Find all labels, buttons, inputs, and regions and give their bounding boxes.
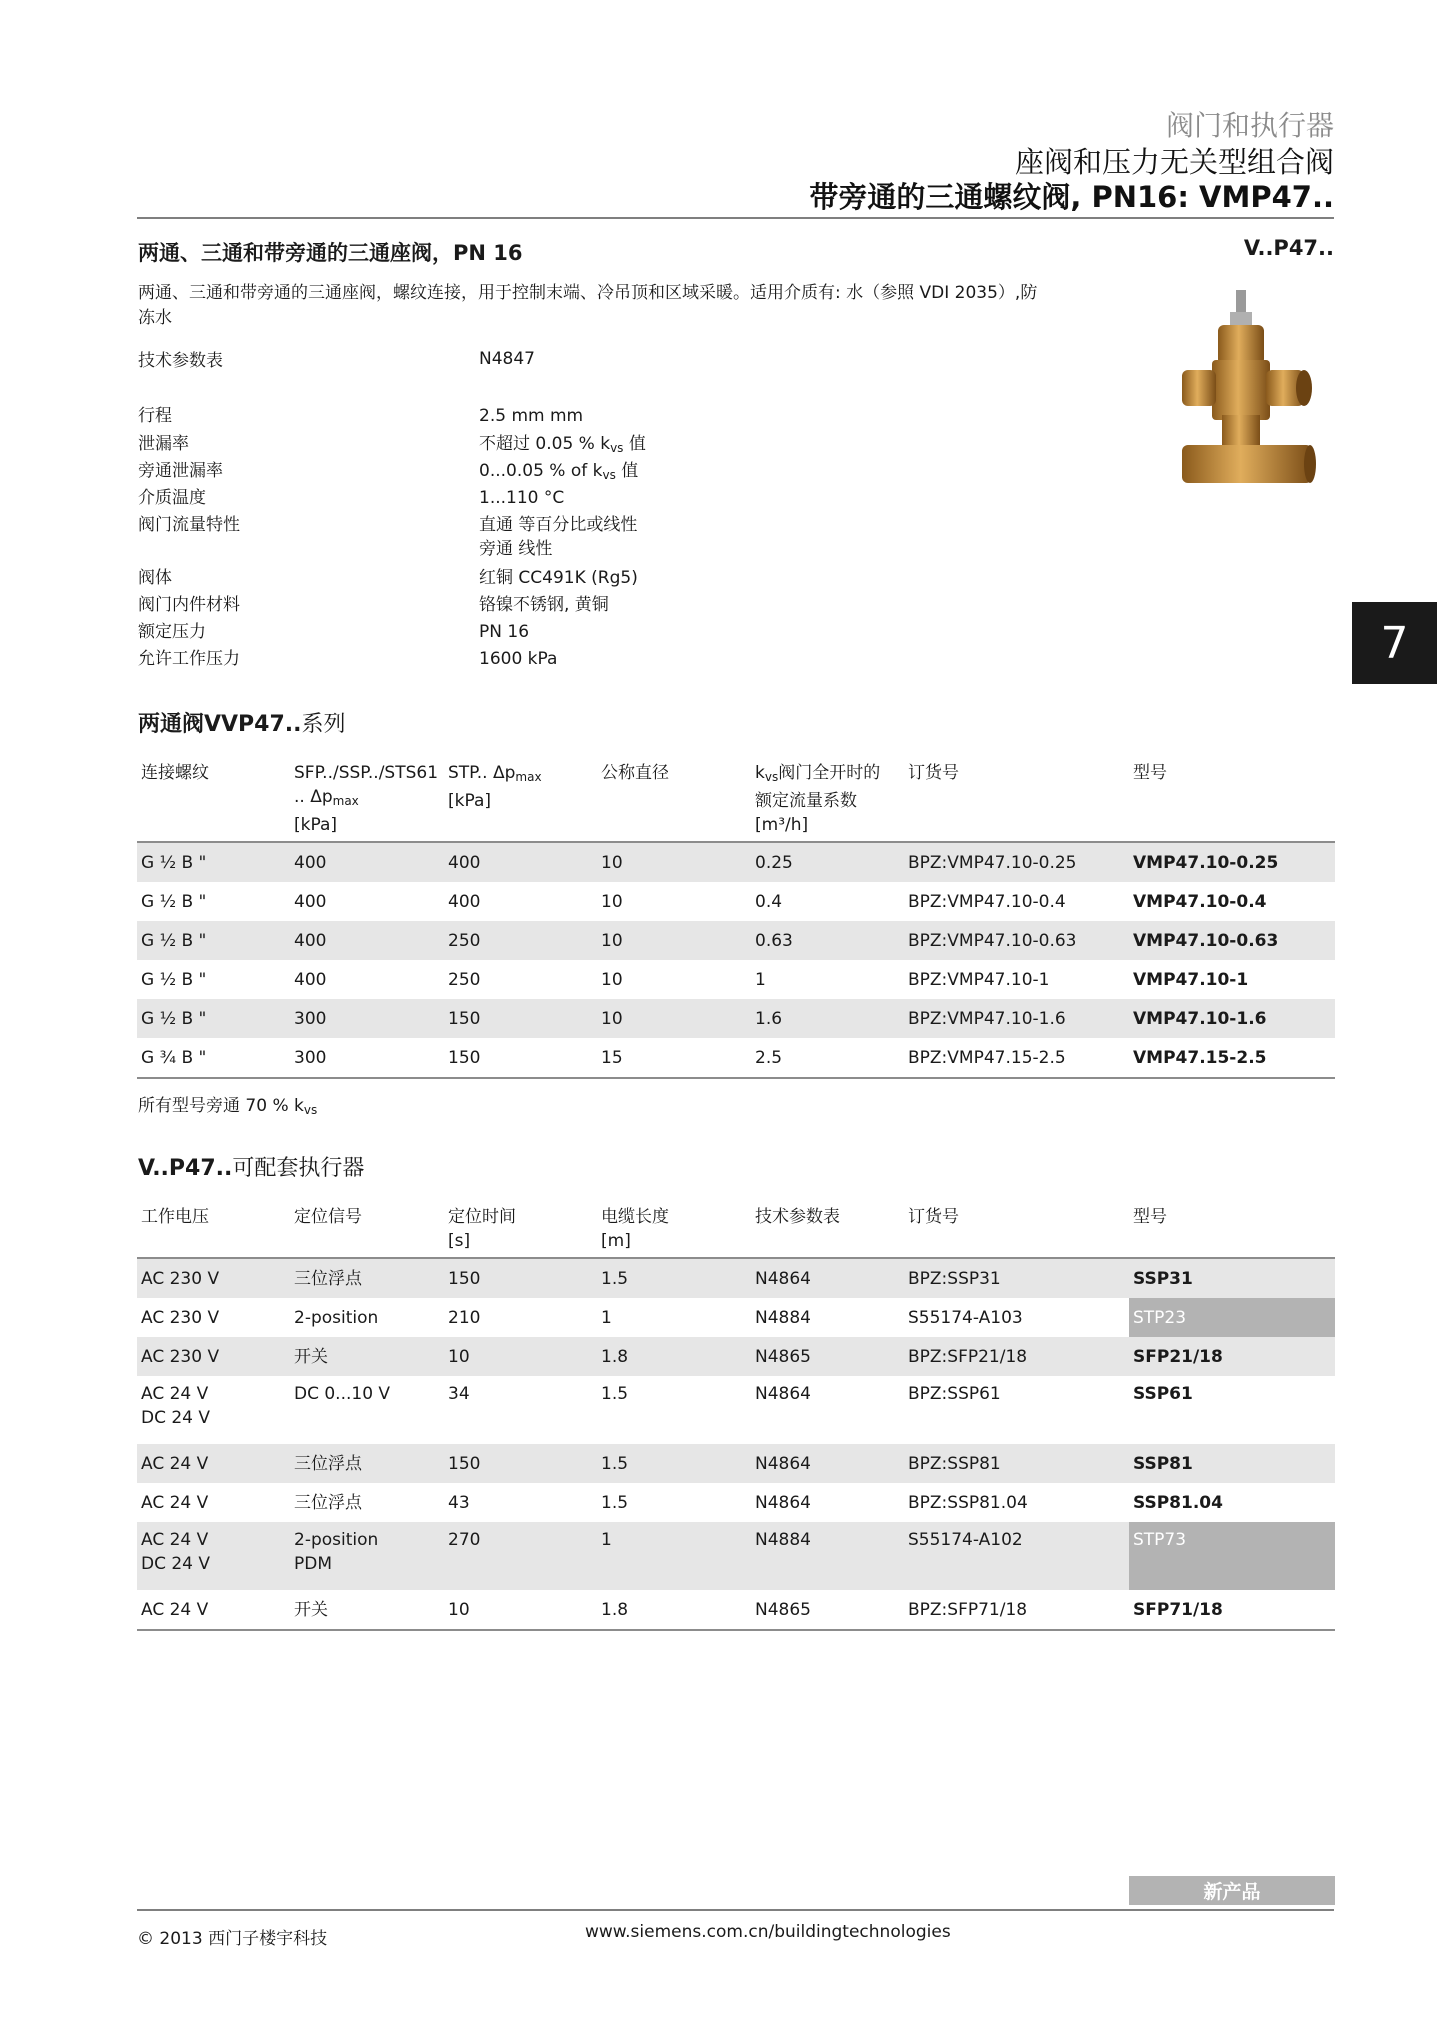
cell-signal: 开关 (294, 1599, 328, 1620)
cell-time: 43 (448, 1492, 470, 1513)
header-category: 阀门和执行器 (1165, 109, 1334, 142)
cell-thread: G ¾ B " (141, 1047, 207, 1068)
cell-type: VMP47.10-0.63 (1129, 921, 1335, 960)
cell-datasheet: N4884 (755, 1307, 811, 1328)
cell-dn: 15 (601, 1047, 623, 1068)
col-kvs: $k_{vs}$阀门全开时的 额定流量系数 [m³/h] (755, 763, 881, 835)
cell-order: BPZ:SFP21/18 (904, 1337, 1129, 1376)
cell-stp: 250 (444, 921, 597, 960)
cell-signal: 三位浮点 (290, 1444, 444, 1483)
cell-time: 270 (444, 1522, 597, 1590)
table-row (137, 842, 1335, 882)
cell-cable: 1.5 (597, 1258, 751, 1298)
cell-voltage: AC 230 V (141, 1307, 220, 1328)
spec-label-pn: 额定压力 (138, 622, 206, 642)
cell-voltage: AC 230 V (137, 1337, 290, 1376)
col-stp-dp: STP.. $\Delta p_{max}$ [kPa] (448, 763, 542, 811)
table-row (137, 1522, 1335, 1590)
cell-order: BPZ:VMP47.15-2.5 (908, 1047, 1066, 1068)
cell-time: 34 (448, 1384, 470, 1404)
cell-type: SSP81 (1129, 1444, 1335, 1483)
cell-type: SFP21/18 (1129, 1337, 1335, 1376)
spec-value-internals: 铬镍不锈钢, 黄铜 (479, 595, 609, 615)
cell-time: 10 (444, 1337, 597, 1376)
cell-stp: 400 (448, 891, 481, 912)
cell-type: SSP61 (1133, 1384, 1193, 1404)
table-row (137, 1298, 1335, 1337)
cell-sfp: 300 (294, 1047, 327, 1068)
col-time: 定位时间 [s] (448, 1207, 516, 1251)
col-voltage: 工作电压 (141, 1207, 209, 1227)
cell-type-unavailable: STP23 (1129, 1298, 1335, 1337)
cell-dn: 10 (601, 891, 623, 912)
spec-label-body: 阀体 (138, 568, 172, 588)
cell-time: 10 (448, 1599, 470, 1620)
col-order: 订货号 (908, 1207, 959, 1227)
table-row (137, 1444, 1335, 1483)
cell-signal: 2-position (294, 1307, 379, 1328)
cell-datasheet: N4884 (751, 1522, 904, 1590)
table-row (137, 882, 1335, 921)
table-row (137, 1483, 1335, 1522)
cell-thread: G ½ B " (137, 842, 290, 882)
cell-kvs: 0.4 (755, 891, 783, 912)
actuators-table-header (137, 1201, 1335, 1258)
cell-voltage: AC 24 V (141, 1492, 209, 1513)
spec-value-flow-2: 旁通 线性 (479, 539, 553, 559)
cell-datasheet: N4865 (751, 1337, 904, 1376)
bypass-note: 所有型号旁通 70 % $k_{vs}$ (138, 1096, 318, 1117)
cell-order: BPZ:SSP81 (904, 1444, 1129, 1483)
spec-value-pmax: 1600 kPa (479, 649, 558, 669)
table-row (137, 1258, 1335, 1298)
spec-value-body: 红铜 CC491K (Rg5) (479, 568, 638, 588)
col-order: 订货号 (908, 763, 959, 783)
actuators-heading: V..P47..可配套执行器 (138, 1156, 365, 1181)
cell-order: BPZ:VMP47.10-0.63 (904, 921, 1129, 960)
new-product-badge: 新产品 (1129, 1876, 1335, 1905)
cell-type: VMP47.10-0.4 (1133, 891, 1267, 912)
cell-stp: 250 (448, 969, 481, 990)
spec-label-leakage: 泄漏率 (138, 434, 189, 454)
cell-order: S55174-A102 (904, 1522, 1129, 1590)
spec-value-pn: PN 16 (479, 622, 530, 642)
col-signal: 定位信号 (294, 1207, 362, 1227)
table-row (137, 1590, 1335, 1630)
cell-voltage: AC 24 V DC 24 V (137, 1522, 290, 1590)
table-row (137, 1337, 1335, 1376)
cell-order: BPZ:SSP31 (904, 1258, 1129, 1298)
cell-time: 150 (444, 1258, 597, 1298)
section-intro: 两通、三通和带旁通的三通座阀，螺纹连接，用于控制末端、冷吊顶和区域采暖。适用介质有: 水（参照 VDI 2035）,防冻水 (138, 283, 1038, 328)
section-title: 两通、三通和带旁通的三通座阀，PN 16 (138, 241, 523, 265)
cell-order: BPZ:VMP47.10-1 (908, 969, 1050, 990)
valves-table (137, 757, 1335, 1079)
spec-label-bypass-leakage: 旁通泄漏率 (138, 461, 223, 481)
cell-type: SSP81.04 (1133, 1492, 1223, 1513)
valve-product-image (1180, 290, 1320, 505)
cell-datasheet: N4864 (751, 1444, 904, 1483)
cell-cable: 1 (597, 1522, 751, 1590)
footer-divider (137, 1909, 1334, 1911)
cell-order: BPZ:SSP81.04 (908, 1492, 1028, 1513)
cell-kvs: 0.63 (751, 921, 904, 960)
chapter-tab: 7 (1352, 602, 1437, 684)
header-divider (137, 217, 1334, 219)
valves-table-header (137, 757, 1335, 842)
cell-cable: 1.5 (597, 1444, 751, 1483)
col-sfp-dp: SFP../SSP../STS61 .. $\Delta p_{max}$ [kPa] (294, 763, 439, 835)
cell-dn: 10 (601, 969, 623, 990)
table-row (137, 1376, 1335, 1444)
col-type: 型号 (1133, 1207, 1167, 1227)
cell-type: SSP31 (1129, 1258, 1335, 1298)
table-row (137, 921, 1335, 960)
cell-cable: 1.8 (597, 1337, 751, 1376)
spec-value-stroke: 2.5 mm mm (479, 406, 584, 426)
footer-url: www.siemens.com.cn/buildingtechnologies (585, 1922, 951, 1942)
cell-voltage: AC 24 V DC 24 V (141, 1384, 211, 1428)
header-title-1: 座阀和压力无关型组合阀 (1014, 145, 1334, 179)
cell-datasheet: N4864 (755, 1492, 811, 1513)
cell-signal: 开关 (290, 1337, 444, 1376)
spec-value-bypass-leakage: 0...0.05 % of $k_{vs}$ 值 (479, 461, 639, 482)
spec-label-internals: 阀门内件材料 (138, 595, 240, 615)
cell-time: 210 (448, 1307, 481, 1328)
spec-label-pmax: 允许工作压力 (138, 649, 240, 669)
cell-dn: 10 (597, 999, 751, 1038)
cell-stp: 400 (444, 842, 597, 882)
cell-type-unavailable: STP73 (1129, 1522, 1335, 1590)
footer-copyright: © 2013 西门子楼宇科技 (137, 1929, 328, 1949)
spec-value-leakage: 不超过 0.05 % $k_{vs}$ 值 (479, 434, 646, 455)
col-type: 型号 (1133, 763, 1167, 783)
cell-signal: 2-position PDM (290, 1522, 444, 1590)
cell-signal: 三位浮点 (290, 1258, 444, 1298)
cell-sfp: 400 (294, 891, 327, 912)
col-dn: 公称直径 (601, 763, 669, 783)
cell-datasheet: N4864 (755, 1384, 811, 1404)
cell-sfp: 400 (290, 921, 444, 960)
table-row (137, 999, 1335, 1038)
header-title-2: 带旁通的三通螺纹阀, PN16: VMP47.. (809, 180, 1334, 214)
cell-type: VMP47.15-2.5 (1133, 1047, 1267, 1068)
cell-type: VMP47.10-0.25 (1129, 842, 1335, 882)
cell-order: BPZ:VMP47.10-0.4 (908, 891, 1066, 912)
cell-order: BPZ:VMP47.10-1.6 (904, 999, 1129, 1038)
spec-label-datasheet: 技术参数表 (138, 351, 223, 371)
cell-order: S55174-A103 (908, 1307, 1023, 1328)
cell-thread: G ½ B " (137, 921, 290, 960)
cell-kvs: 0.25 (751, 842, 904, 882)
spec-value-flow-1: 直通 等百分比或线性 (479, 515, 638, 535)
cell-dn: 10 (597, 921, 751, 960)
spec-label-temperature: 介质温度 (138, 488, 206, 508)
cell-time: 150 (444, 1444, 597, 1483)
cell-sfp: 300 (290, 999, 444, 1038)
cell-signal: 三位浮点 (294, 1492, 362, 1513)
cell-signal: DC 0...10 V (294, 1384, 391, 1404)
cell-dn: 10 (597, 842, 751, 882)
col-datasheet: 技术参数表 (755, 1207, 840, 1227)
cell-kvs: 1 (755, 969, 766, 990)
cell-voltage: AC 24 V (137, 1444, 290, 1483)
spec-value-datasheet: N4847 (479, 349, 535, 369)
cell-thread: G ½ B " (141, 891, 207, 912)
col-cable: 电缆长度 [m] (601, 1207, 669, 1251)
cell-cable: 1.5 (601, 1384, 629, 1404)
cell-order: BPZ:VMP47.10-0.25 (904, 842, 1129, 882)
cell-order: BPZ:SSP61 (908, 1384, 1001, 1404)
cell-voltage: AC 230 V (137, 1258, 290, 1298)
table-row (137, 960, 1335, 999)
spec-label-stroke: 行程 (138, 406, 172, 426)
cell-type: SFP71/18 (1133, 1599, 1223, 1620)
cell-kvs: 1.6 (751, 999, 904, 1038)
cell-voltage: AC 24 V (141, 1599, 209, 1620)
cell-stp: 150 (448, 1047, 481, 1068)
cell-type: VMP47.10-1.6 (1129, 999, 1335, 1038)
cell-cable: 1.5 (601, 1492, 629, 1513)
cell-order: BPZ:SFP71/18 (908, 1599, 1028, 1620)
cell-cable: 1.8 (601, 1599, 629, 1620)
cell-sfp: 400 (294, 969, 327, 990)
table-row (137, 1038, 1335, 1078)
cell-kvs: 2.5 (755, 1047, 783, 1068)
col-thread: 连接螺纹 (141, 763, 209, 783)
actuators-table (137, 1201, 1335, 1631)
cell-thread: G ½ B " (137, 999, 290, 1038)
spec-value-temperature: 1...110 °C (479, 488, 565, 508)
valves-heading: 两通阀VVP47..系列 (138, 712, 346, 737)
cell-datasheet: N4864 (751, 1258, 904, 1298)
cell-cable: 1 (601, 1307, 612, 1328)
cell-type: VMP47.10-1 (1133, 969, 1249, 990)
cell-datasheet: N4865 (755, 1599, 811, 1620)
spec-label-flow: 阀门流量特性 (138, 515, 240, 535)
cell-sfp: 400 (290, 842, 444, 882)
section-code: V..P47.. (1243, 236, 1334, 260)
cell-thread: G ½ B " (141, 969, 207, 990)
cell-stp: 150 (444, 999, 597, 1038)
